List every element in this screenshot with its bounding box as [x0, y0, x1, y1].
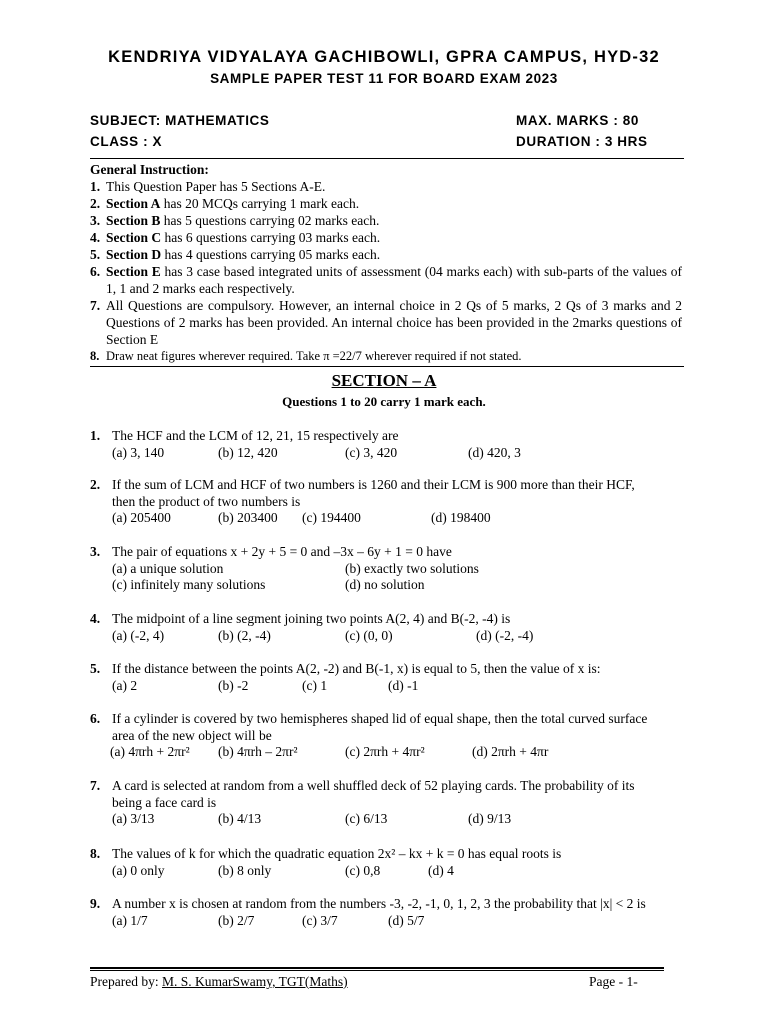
options-row — [112, 913, 682, 930]
option-b: (b) -2 — [218, 677, 249, 693]
footer-divider-thin — [90, 970, 664, 971]
instruction-item: 5. Section D has 4 questions carrying 05 marks each. — [90, 247, 381, 262]
question-4: 4. The midpoint of a line segment joining two points A(2, 4) and B(-2, -4) is (a) (-2, 4) (b) (2, -4) (c) (0, 0) (d) (-2, -4) — [90, 611, 682, 644]
option-c: (c) 2πrh + 4πr² — [345, 744, 425, 759]
option-d: (d) (-2, -4) — [476, 627, 534, 643]
option-a: (a) 4πrh + 2πr² — [110, 744, 190, 759]
max-marks-label: MAX. MARKS : 80 — [516, 113, 640, 128]
option-c: (c) 1 — [302, 677, 328, 693]
option-d: (d) 198400 — [431, 510, 491, 525]
question-9: 9. A number x is chosen at random from the numbers -3, -2, -1, 0, 1, 2, 3 the probability that |x| < 2 is (a) 1/7 (b) 2/7 (c) 3/7 (d) 5/7 — [90, 896, 682, 929]
option-a: (a) 3/13 — [112, 811, 155, 826]
instruction-item: 3. Section B has 5 questions carrying 02 marks each. — [90, 213, 380, 228]
question-text: If the distance between the points A(2, -2) and B(-1, x) is equal to 5, then the value of x is: — [112, 661, 601, 676]
options-row — [112, 561, 682, 578]
option-d: (d) 4 — [428, 862, 454, 878]
option-b: (b) 4πrh – 2πr² — [218, 744, 298, 759]
duration-label: DURATION : 3 HRS — [516, 134, 648, 149]
instruction-item: 8. Draw neat figures wherever required. Take π =22/7 wherever required if not stated. — [90, 349, 522, 363]
option-b: (b) 12, 420 — [218, 444, 278, 460]
footer-author — [90, 974, 348, 990]
options-row — [110, 744, 682, 761]
option-d: (d) no solution — [345, 577, 425, 592]
instruction-item: 4. Section C has 6 questions carrying 03 marks each. — [90, 230, 381, 245]
question-text: The pair of equations x + 2y + 5 = 0 and –3x – 6y + 1 = 0 have — [112, 544, 452, 559]
option-d: (d) 2πrh + 4πr — [472, 744, 549, 759]
question-text: If the sum of LCM and HCF of two numbers is 1260 and their LCM is 900 more than their HCF, — [112, 477, 635, 492]
header-divider — [90, 158, 684, 159]
option-a: (a) a unique solution — [112, 560, 224, 576]
options-row — [112, 863, 682, 880]
question-3: 3. The pair of equations x + 2y + 5 = 0 and –3x – 6y + 1 = 0 have (a) a unique solution (b) exactly two solutions (c) infinitely many solutions (d) no solution — [90, 544, 682, 594]
prepared-by-label: Prepared by: — [90, 974, 162, 989]
question-text: The midpoint of a line segment joining two points A(2, 4) and B(-2, -4) is — [112, 611, 511, 626]
question-7: 7. A card is selected at random from a well shuffled deck of 52 playing cards. The probability of its being a face card is (a) 3/13 (b) 4/13 (c) 6/13 (d) 9/13 — [90, 778, 682, 828]
question-5: 5. If the distance between the points A(2, -2) and B(-1, x) is equal to 5, then the value of x is: (a) 2 (b) -2 (c) 1 (d) -1 — [90, 661, 682, 694]
option-d: (d) 5/7 — [388, 912, 425, 928]
option-c: (c) 0,8 — [345, 862, 381, 878]
question-2: 2. If the sum of LCM and HCF of two numbers is 1260 and their LCM is 900 more than their HCF, then the product of two numbers is (a) 205400 (b) 203400 (c) 194400 (d) 198400 — [90, 477, 682, 527]
options-row — [112, 577, 682, 594]
option-c: (c) 3, 420 — [345, 444, 398, 460]
class-label: CLASS : X — [90, 134, 163, 149]
question-text: A card is selected at random from a well shuffled deck of 52 playing cards. The probability of its — [112, 778, 635, 793]
general-instructions — [90, 161, 682, 365]
options-row — [112, 510, 682, 527]
option-c: (c) (0, 0) — [345, 627, 393, 643]
instructions-title: General Instruction: — [90, 162, 209, 177]
question-6: 6. If a cylinder is covered by two hemispheres shaped lid of equal shape, then the total curved surface area of the new object will be (a) 4πrh + 2πr² (b) 4πrh – 2πr² (c) 2πrh + 4πr² (d) 2πrh + 4πr — [90, 711, 682, 761]
author-name: M. S. KumarSwamy, TGT(Maths) — [161, 974, 348, 989]
option-b: (b) 203400 — [218, 510, 278, 525]
option-c: (c) infinitely many solutions — [112, 577, 266, 592]
instruction-item: 2. Section A has 20 MCQs carrying 1 mark each. — [90, 196, 360, 211]
instruction-item: 6. Section E has 3 case based integrated units of assessment (04 marks each) with sub-parts of the values of 1, 1 and 2 marks each respectively. — [90, 264, 682, 296]
option-b: (b) exactly two solutions — [345, 560, 479, 576]
option-c: (c) 3/7 — [302, 912, 338, 928]
option-a: (a) 2 — [112, 677, 138, 693]
options-row — [112, 628, 682, 645]
question-text: being a face card is — [112, 794, 217, 810]
option-c: (c) 194400 — [302, 510, 361, 525]
footer-divider — [90, 967, 664, 969]
option-b: (b) 4/13 — [218, 811, 262, 826]
instructions-divider — [90, 366, 684, 367]
option-a: (a) 205400 — [112, 510, 171, 525]
option-c: (c) 6/13 — [345, 811, 388, 826]
section-title: SECTION – A — [331, 371, 437, 390]
option-d: (d) 420, 3 — [468, 444, 521, 460]
option-d: (d) -1 — [388, 677, 419, 693]
question-text: The HCF and the LCM of 12, 21, 15 respectively are — [112, 428, 399, 443]
options-row — [112, 445, 682, 462]
option-b: (b) 8 only — [218, 862, 272, 878]
question-8: 8. The values of k for which the quadratic equation 2x² – kx + k = 0 has equal roots is (a) 0 only (b) 8 only (c) 0,8 (d) 4 — [90, 846, 682, 879]
paper-title: SAMPLE PAPER TEST 11 FOR BOARD EXAM 2023 — [210, 71, 558, 86]
options-row — [112, 678, 682, 695]
option-a: (a) 0 only — [112, 862, 165, 878]
question-1: 1. The HCF and the LCM of 12, 21, 15 respectively are (a) 3, 140 (b) 12, 420 (c) 3, 420 (d) 420, 3 — [90, 428, 682, 461]
school-name: KENDRIYA VIDYALAYA GACHIBOWLI, GPRA CAMPUS, HYD-32 — [108, 48, 660, 66]
section-subtitle: Questions 1 to 20 carry 1 mark each. — [282, 394, 486, 409]
option-a: (a) 3, 140 — [112, 444, 165, 460]
page-number: Page - 1- — [589, 974, 638, 989]
option-a: (a) 1/7 — [112, 912, 148, 928]
question-text: then the product of two numbers is — [112, 493, 301, 509]
question-text: If a cylinder is covered by two hemispheres shaped lid of equal shape, then the total curved surface — [112, 711, 648, 726]
options-row — [112, 811, 682, 828]
option-b: (b) 2/7 — [218, 912, 255, 928]
instruction-item: 1. This Question Paper has 5 Sections A-E. — [90, 179, 326, 194]
instruction-item: 7. All Questions are compulsory. However, an internal choice in 2 Qs of 5 marks, 2 Qs of 3 marks and 2 Questions of 2 marks has been provided. An internal choice has been provided in the 2marks questions of Section E — [90, 298, 682, 347]
question-text: A number x is chosen at random from the numbers -3, -2, -1, 0, 1, 2, 3 the probability that |x| < 2 is — [112, 896, 646, 911]
subject-label: SUBJECT: MATHEMATICS — [90, 113, 270, 128]
option-a: (a) (-2, 4) — [112, 627, 165, 643]
option-d: (d) 9/13 — [468, 811, 512, 826]
question-text: The values of k for which the quadratic equation 2x² – kx + k = 0 has equal roots is — [112, 846, 562, 861]
option-b: (b) (2, -4) — [218, 627, 271, 643]
question-text: area of the new object will be — [112, 727, 272, 743]
